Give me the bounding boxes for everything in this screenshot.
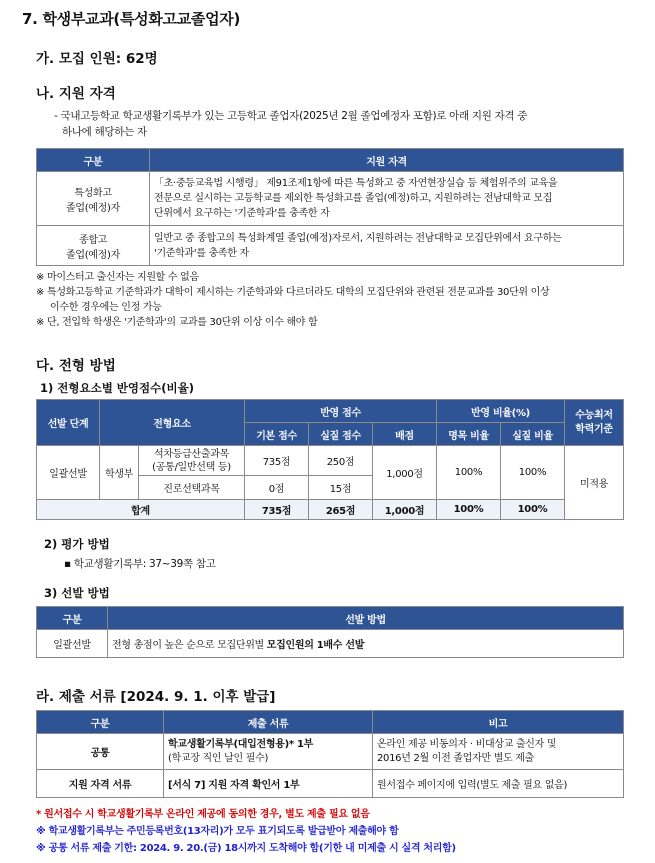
eval-method: ▪ 학교생활기록부: 37~39쪽 참고 [64, 558, 216, 570]
category-cell: 지원 자격 서류 [37, 770, 164, 798]
category-cell: 일괄선발 [37, 630, 108, 658]
category-cell: 종합고 졸업(예정)자 [37, 226, 150, 266]
sum-actual: 100% [501, 500, 565, 520]
nominal-cell: 100% [437, 446, 501, 500]
table-row [37, 734, 624, 770]
eligibility-cell: 「초·중등교육법 시행령」 제91조제1항에 따른 특성화고 중 자연현장실습 등 체험위주의 교육을 전문으로 실시하는 고등학교를 제외한 특성화고를 졸업(예정)하고, 지원하려는 전남대학교 모집 단위에서 요구하는 '기준학과'를 충족한 자 [150, 172, 624, 226]
footnotes: * 원서접수 시 학교생활기록부 온라인 제공에 동의한 경우, 별도 제출 필요 없음 ※ 학교생활기록부는 주민등록번호(13자리)가 모두 표기되도록 발급받아 제출해야 함 ※ 공통 서류 제출 기한: 2024. 9. 20.(금) 18시까지 도착해야 함(기한 내 미제출 시 실격 처리함) [36, 809, 456, 854]
sub-heading-selection: 3) 선발 방법 [44, 586, 110, 600]
table-row [37, 630, 624, 658]
sub-heading-scores: 1) 전형요소별 반영점수(비율) [40, 381, 194, 395]
sum-base: 735점 [245, 500, 309, 520]
col-score-group: 반영 점수 [245, 400, 437, 423]
table-row [37, 226, 624, 266]
actual-cell: 100% [501, 446, 565, 500]
remark-cell: 온라인 제공 비동의자 · 비대상교 출신자 및 2016년 2월 이전 졸업자만 별도 제출 [373, 734, 624, 770]
col-nominal: 명목 비율 [437, 423, 501, 446]
col-stage: 선발 단계 [37, 400, 100, 446]
col-actual: 실질 비율 [501, 423, 565, 446]
stage-cell: 일괄선발 [37, 446, 100, 500]
col-min-standard: 수능최저 학력기준 [565, 400, 624, 446]
subject-cell: 진로선택과목 [139, 476, 245, 500]
eligibility-heading: 나. 지원 자격 [36, 86, 116, 102]
document-cell: [서식 7] 지원 자격 확인서 1부 [164, 770, 373, 798]
remark-cell: 원서접수 페이지에 입력(별도 제출 필요 없음) [373, 770, 624, 798]
documents-heading: 라. 제출 서류 [2024. 9. 1. 이후 발급] [36, 689, 276, 705]
element-cell: 학생부 [100, 446, 139, 500]
col-base-score: 기본 점수 [245, 423, 309, 446]
table-row [37, 770, 624, 798]
method-heading: 다. 전형 방법 [36, 358, 116, 374]
sum-real: 265점 [309, 500, 373, 520]
sum-total: 1,000점 [373, 500, 437, 520]
sub-heading-eval: 2) 평가 방법 [44, 537, 110, 551]
selection-cell: 전형 총점이 높은 순으로 모집단위별 모집인원의 1배수 선발 [108, 630, 624, 658]
col-real-score: 실질 점수 [309, 423, 373, 446]
col-ratio-group: 반영 비율(%) [437, 400, 565, 423]
min-standard-cell: 미적용 [565, 446, 624, 520]
category-cell: 공통 [37, 734, 164, 770]
col-category: 구분 [37, 607, 108, 630]
sum-nominal: 100% [437, 500, 501, 520]
col-eligibility: 지원 자격 [150, 149, 624, 172]
base-cell: 0점 [245, 476, 309, 500]
total-cell: 1,000점 [373, 446, 437, 500]
subject-cell: 석차등급산출과목 (공통/일반선택 등) [139, 446, 245, 476]
sum-row [37, 500, 624, 520]
table-row [37, 446, 624, 476]
document-cell: 학교생활기록부(대입전형용)* 1부 (학교장 직인 날인 필수) [164, 734, 373, 770]
documents-table [36, 710, 624, 798]
eligibility-desc: - 국내고등학교 학교생활기록부가 있는 고등학교 졸업자(2025년 2월 졸업예정자 포함)로 아래 지원 자격 중 하나에 해당하는 자 [54, 110, 528, 138]
col-category: 구분 [37, 149, 150, 172]
col-documents: 제출 서류 [164, 711, 373, 734]
col-selection: 선발 방법 [108, 607, 624, 630]
selection-table [36, 606, 624, 658]
col-remarks: 비고 [373, 711, 624, 734]
real-cell: 250점 [309, 446, 373, 476]
score-table [36, 399, 624, 520]
eligibility-cell: 일반고 중 종합고의 특성화계열 졸업(예정)자로서, 지원하려는 전남대학교 모집단위에서 요구하는 '기준학과'를 충족한 자 [150, 226, 624, 266]
quota-heading: 가. 모집 인원: 62명 [36, 51, 158, 67]
eligibility-notes: ※ 마이스터고 출신자는 지원할 수 없음 ※ 특성화고등학교 기준학과가 대학이 제시하는 기준학과와 다르더라도 대학의 모집단위와 관련된 전문교과를 30단위 이상 이수한 경우에는 인정 가능 ※ 단, 전입학 학생은 '기준학과'의 교과를 30단위 이상 이수 해야 함 [36, 272, 550, 328]
category-cell: 특성화고 졸업(예정)자 [37, 172, 150, 226]
col-category: 구분 [37, 711, 164, 734]
sum-label: 합계 [37, 500, 245, 520]
eligibility-table [36, 148, 624, 266]
section-title: 7. 학생부교과(특성화고교졸업자) [22, 10, 241, 28]
real-cell: 15점 [309, 476, 373, 500]
table-row [37, 172, 624, 226]
col-total: 배점 [373, 423, 437, 446]
col-element: 전형요소 [100, 400, 245, 446]
base-cell: 735점 [245, 446, 309, 476]
